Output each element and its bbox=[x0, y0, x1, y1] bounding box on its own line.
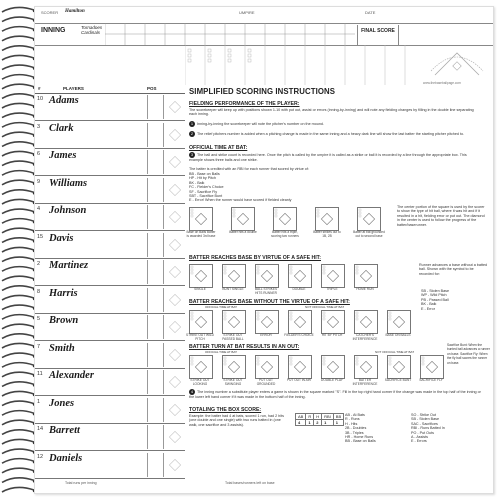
player-row bbox=[35, 424, 185, 451]
spiral-binding bbox=[0, 0, 36, 500]
scoring-example-caption: ERROR bbox=[260, 333, 272, 337]
player-name: Adams bbox=[49, 95, 79, 106]
inning-score-grid bbox=[105, 23, 355, 45]
spiral-coil bbox=[2, 449, 35, 454]
player-row bbox=[35, 232, 185, 259]
spiral-coil bbox=[2, 247, 35, 252]
inning-bar bbox=[35, 23, 493, 46]
advance-code: BK - Balk bbox=[421, 302, 437, 307]
inning-box bbox=[163, 315, 186, 339]
spiral-coil bbox=[2, 171, 35, 176]
player-number: 1 bbox=[37, 398, 41, 405]
no-hit-official: OFFICIAL TIME AT BAT bbox=[205, 305, 238, 309]
player-number: 11 bbox=[37, 371, 43, 377]
scorer-name: Hamilton bbox=[65, 9, 85, 14]
abbr-col-2 bbox=[411, 413, 481, 444]
scoring-example-caption: SINGLE bbox=[194, 287, 206, 291]
out-official: OFFICIAL TIME AT BAT bbox=[205, 350, 238, 354]
time-at-bat-title: OFFICIAL TIME AT BAT: bbox=[189, 145, 248, 151]
site-url: www.thebaseballpage.com bbox=[423, 81, 461, 85]
box-header-cell: AB bbox=[296, 414, 306, 420]
spiral-coil bbox=[2, 65, 35, 70]
scoring-example-caption: PUT OUT IN AIR bbox=[287, 378, 311, 382]
scoring-example-box bbox=[255, 310, 279, 334]
rbi-list-item: BB - Base on Balls bbox=[189, 172, 220, 176]
position-box bbox=[147, 398, 162, 422]
scoring-example-box bbox=[315, 207, 339, 231]
player-number: 9 bbox=[37, 178, 41, 185]
box-value-cell: 1 bbox=[322, 420, 334, 426]
spiral-coil bbox=[2, 343, 35, 348]
spiral-coil bbox=[2, 94, 35, 99]
scoring-example-caption: BASE ON BALLS bbox=[385, 333, 411, 337]
spiral-coil bbox=[2, 17, 35, 22]
scoring-example-box bbox=[354, 264, 378, 288]
scoring-example-box bbox=[321, 310, 345, 334]
scoring-example-box bbox=[231, 207, 255, 231]
abbreviation: SO - Strike Out bbox=[411, 413, 436, 417]
spiral-coil bbox=[2, 142, 35, 147]
position-box bbox=[147, 370, 162, 394]
scoring-example-caption: CATCHER'S INTERFERENCE bbox=[352, 333, 378, 341]
inning-box bbox=[163, 343, 186, 367]
player-row bbox=[35, 122, 185, 149]
position-box bbox=[147, 205, 162, 229]
player-name: Jones bbox=[49, 397, 75, 409]
box-header-cell: H bbox=[314, 414, 322, 420]
spiral-coil bbox=[2, 267, 35, 272]
spiral-coil bbox=[2, 372, 35, 377]
player-name: James bbox=[49, 150, 77, 161]
spiral-coil bbox=[2, 391, 35, 396]
rbi-list-item: SBT - Sacrifice Bunt bbox=[189, 194, 223, 199]
scoring-example-box bbox=[273, 207, 297, 231]
inning-box bbox=[163, 425, 186, 449]
abbreviation: PO - Put Outs bbox=[411, 430, 434, 435]
player-number: 7 bbox=[37, 343, 41, 350]
scoring-example-caption: Batter hits a triple, scoring two runners bbox=[271, 230, 299, 238]
scoring-example-box bbox=[189, 207, 213, 231]
rbi-list bbox=[189, 172, 389, 203]
position-box bbox=[147, 343, 162, 367]
inning-box bbox=[163, 288, 186, 312]
inning-box bbox=[163, 453, 186, 477]
scorer-label: SCORER bbox=[41, 10, 59, 15]
player-name: Clark bbox=[49, 122, 74, 134]
example-diamonds-row bbox=[186, 207, 399, 247]
player-number: 4 bbox=[37, 206, 41, 212]
scoring-example-box bbox=[255, 264, 279, 288]
center-square-note: The center portion of the square is used by the scorer to show the type of hit ball, where it was hit and if it resulted in a hit, fielding error or put out. The diamond in the center is used to follow the progress of the batter/baserunner. bbox=[397, 205, 485, 227]
num-header: # bbox=[38, 86, 41, 91]
advance-code: SB - Stolen Base bbox=[421, 289, 450, 293]
position-box bbox=[147, 123, 162, 147]
scoring-example-box bbox=[189, 355, 213, 379]
spiral-coil bbox=[2, 315, 35, 320]
spiral-coil bbox=[2, 36, 35, 41]
scoring-example-box bbox=[222, 264, 246, 288]
position-box bbox=[147, 260, 162, 284]
player-name: Johnson bbox=[49, 205, 87, 216]
inning-box bbox=[163, 95, 186, 119]
advance-code: E - Error bbox=[421, 306, 435, 311]
rbi-list-item: E - Error! When the runner would have scored if fielded cleanly bbox=[189, 198, 292, 203]
player-name: Martinez bbox=[49, 260, 89, 271]
abbreviation: AB - At Bats bbox=[345, 413, 365, 417]
player-row bbox=[35, 369, 185, 396]
time-at-bat-step-a-text: The ball and strike count is recorded here. Once the pitch is called by the umpire it is called as a strike or ball it is recorded by a line through the appropriate box. This example shows three balls and one strike. bbox=[189, 152, 467, 162]
abbreviation: BB - Base on Balls bbox=[345, 439, 376, 444]
abbreviation: HR - Home Runs bbox=[345, 435, 374, 440]
player-row bbox=[35, 314, 185, 341]
date-label: DATE bbox=[365, 10, 376, 15]
position-box bbox=[147, 178, 162, 202]
step-1-badge: 1 bbox=[190, 121, 194, 126]
player-row bbox=[35, 177, 185, 204]
position-box bbox=[147, 453, 162, 477]
inning-box bbox=[163, 370, 186, 394]
abbreviation: H - Hits bbox=[345, 421, 358, 426]
abbreviation: R - Runs bbox=[345, 417, 360, 422]
players-column bbox=[35, 85, 185, 477]
box-header-cell: BB bbox=[333, 414, 343, 420]
box-value-cell: 2 bbox=[314, 420, 322, 426]
scoring-example-box bbox=[354, 310, 378, 334]
no-hit-not-official: NOT OFFICIAL TIME AT BAT bbox=[305, 305, 345, 309]
fielding-step-a-text: Inning-by-inning the scorekeeper will note the pitcher's number on the mound. bbox=[197, 121, 324, 126]
scoring-example-box bbox=[288, 264, 312, 288]
sacrifice-notes: Sacrifice Bunt: When the bunted ball advances a runner on base. Sacrifice Fly: When the fly ball scores the runner on base. bbox=[447, 343, 490, 365]
player-number: 3 bbox=[37, 123, 41, 130]
spiral-coil bbox=[2, 190, 35, 195]
instructions-panel bbox=[185, 45, 493, 475]
scoring-example-box bbox=[222, 355, 246, 379]
scoring-example-box bbox=[387, 310, 411, 334]
scoring-example-caption: STRIKE OUT PASSED BALL bbox=[222, 333, 244, 341]
player-name: Davis bbox=[49, 232, 74, 244]
spiral-coil bbox=[2, 219, 35, 224]
box-value-cell: 1 bbox=[333, 420, 343, 426]
scoring-example-caption: STRIKE OUT WILD PITCH bbox=[186, 333, 214, 341]
inning-label: INNING bbox=[41, 27, 66, 34]
fielding-step-b bbox=[189, 131, 481, 137]
scoring-example-caption: SACRIFICE BUNT bbox=[384, 378, 412, 382]
advance-code: PB - Passed Ball bbox=[421, 297, 449, 302]
abbr-col-1 bbox=[345, 413, 405, 444]
position-box bbox=[147, 288, 162, 312]
rbi-text: The batter is credited with an RBI for each runner that scored by virtue of: bbox=[189, 167, 309, 171]
box-header-cell: RBI bbox=[322, 414, 334, 420]
rbi-list-item: FC - Fielder's Choice bbox=[189, 185, 224, 190]
no-hit-title: BATTER REACHES BASE WITHOUT THE VIRTUE OF A SAFE HIT: bbox=[189, 299, 350, 305]
spiral-coil bbox=[2, 55, 35, 60]
player-row bbox=[35, 94, 185, 121]
scoring-example-caption: Batter strikes out to 1B, 2B bbox=[313, 230, 341, 238]
player-number: 6 bbox=[37, 151, 41, 157]
spiral-coil bbox=[2, 401, 35, 406]
players-header-label: PLAYERS bbox=[63, 86, 84, 91]
spiral-coil bbox=[2, 132, 35, 137]
spiral-coil bbox=[2, 324, 35, 329]
spiral-coil bbox=[2, 286, 35, 291]
scoring-example-caption: PUT OUT GROUNDED bbox=[256, 378, 276, 386]
time-at-bat-step-a bbox=[189, 152, 481, 162]
player-name: Barrett bbox=[49, 425, 80, 436]
box-value-cell: 4 bbox=[296, 420, 306, 426]
inning-box bbox=[163, 150, 186, 174]
player-number: 12 bbox=[37, 453, 44, 460]
player-row bbox=[35, 342, 185, 369]
substitute-step bbox=[189, 389, 481, 399]
inning-box bbox=[163, 178, 186, 202]
player-number: 5 bbox=[37, 316, 41, 322]
player-row bbox=[35, 149, 185, 176]
spiral-coil bbox=[2, 468, 35, 473]
step-4-badge: 4 bbox=[190, 389, 194, 394]
player-name: Williams bbox=[49, 177, 88, 189]
spiral-coil bbox=[2, 180, 35, 185]
spiral-coil bbox=[2, 238, 35, 243]
inning-box bbox=[163, 205, 186, 229]
spiral-coil bbox=[2, 295, 35, 300]
scoring-example-caption: DOUBLE bbox=[292, 287, 306, 291]
abbreviation: SAC - Sacrifices bbox=[411, 421, 438, 426]
spiral-coil bbox=[2, 478, 35, 483]
scoring-example-caption: TRIPLE bbox=[326, 287, 338, 291]
spiral-coil bbox=[2, 113, 35, 118]
out-not-official: NOT OFFICIAL TIME AT BAT bbox=[375, 350, 415, 354]
out-title: BATTER TURN AT BAT RESULTS IN AN OUT: bbox=[189, 344, 300, 350]
safe-hit-diamonds-row bbox=[189, 264, 389, 304]
scoring-example-caption: Batter hits a double bbox=[229, 230, 257, 234]
box-score-title: TOTALING THE BOX SCORE: bbox=[189, 407, 262, 413]
player-number: 8 bbox=[37, 288, 41, 295]
scoring-example-box bbox=[255, 355, 279, 379]
instructions-title: SIMPLIFIED SCORING INSTRUCTIONS bbox=[189, 87, 336, 96]
box-header-cell: R bbox=[306, 414, 314, 420]
scoring-example-box bbox=[321, 264, 345, 288]
advance-codes bbox=[421, 289, 491, 311]
scoring-example-caption: STRIKE OUT SWINGING bbox=[223, 378, 243, 386]
scoring-example-caption: HOME RUN bbox=[356, 287, 374, 291]
spiral-coil bbox=[2, 84, 35, 89]
scoring-example-box bbox=[357, 207, 381, 231]
spiral-coil bbox=[2, 75, 35, 80]
spiral-coil bbox=[2, 103, 35, 108]
fielding-step-a bbox=[189, 121, 481, 127]
step-2-badge: 2 bbox=[190, 131, 194, 136]
player-number: 2 bbox=[37, 261, 41, 267]
spiral-coil bbox=[2, 276, 35, 281]
player-row bbox=[35, 397, 185, 424]
rbi-list-item: HP - Hit by Pitch bbox=[189, 176, 216, 181]
spiral-coil bbox=[2, 411, 35, 416]
player-name: Smith bbox=[49, 342, 75, 354]
rbi-list-item: SF - Sacrifice Fly bbox=[189, 189, 218, 194]
scoring-example-caption: BATTER INTERFERENCE bbox=[352, 378, 378, 386]
spiral-coil bbox=[2, 123, 35, 128]
inning-box bbox=[163, 233, 186, 257]
scoring-example-caption: STRIKE OUT LOOKING bbox=[190, 378, 210, 386]
player-name: Brown bbox=[49, 315, 79, 326]
box-score-example bbox=[295, 413, 344, 426]
box-score-text: Example: the batter had 4 at bats, scored 1 run, had 2 hits (one double and one single) with two runs batted in (one walk, one sacrifice and 3 assists). bbox=[189, 414, 284, 427]
spiral-coil bbox=[2, 151, 35, 156]
position-box bbox=[147, 315, 162, 339]
scoring-example-box bbox=[387, 355, 411, 379]
scoring-example-caption: HIT BY PITCH bbox=[321, 333, 343, 337]
spiral-coil bbox=[2, 430, 35, 435]
totals-row bbox=[35, 477, 493, 493]
runner-advance-note: Runner advances a base without a batted ball. Shown with the symbol to be recorded for: bbox=[419, 263, 488, 276]
safe-hit-title: BATTER REACHES BASE BY VIRTUE OF A SAFE HIT: bbox=[189, 255, 321, 261]
players-header bbox=[35, 85, 185, 94]
spiral-coil bbox=[2, 27, 35, 32]
player-name: Daniels bbox=[49, 452, 83, 464]
scoring-example-box bbox=[222, 310, 246, 334]
spiral-coil bbox=[2, 334, 35, 339]
step-3-badge: 3 bbox=[190, 152, 194, 157]
abbreviation: RBI - Runs Batted In bbox=[411, 426, 445, 431]
sheet-header bbox=[35, 7, 493, 24]
abbreviation: SB - Stolen Base bbox=[411, 417, 440, 422]
player-number: 14 bbox=[37, 426, 44, 432]
scoring-example-caption: Batter at bat grounded out to second base bbox=[353, 230, 385, 238]
scoring-example-box bbox=[288, 310, 312, 334]
fielding-text: The scorekeeper will keep up with positions shown 1-10 with put out, assist or errors (inning-by-inning) and will note any fielding changes by filling in the double line separating each inning. bbox=[189, 108, 474, 117]
abbreviation: E - Errors bbox=[411, 439, 427, 444]
player-name: Alexander bbox=[49, 370, 94, 381]
abbreviation: 3B - Triples bbox=[345, 430, 364, 435]
scoring-example-caption: DOUBLE PLAY bbox=[321, 378, 343, 382]
player-number: 15 bbox=[37, 233, 44, 240]
scoring-example-box bbox=[189, 264, 213, 288]
pos-header: POS bbox=[147, 86, 157, 91]
spiral-coil bbox=[2, 7, 35, 12]
spiral-coil bbox=[2, 199, 35, 204]
player-row bbox=[35, 287, 185, 314]
box-value-cell: 1 bbox=[306, 420, 314, 426]
spiral-coil bbox=[2, 209, 35, 214]
team-2: Cardinals bbox=[81, 30, 101, 35]
position-box bbox=[147, 150, 162, 174]
fielding-step-b-text: The relief pitchers number is added when a pitching change is made in the same inning and a heavy dark line will show the last batter the starting pitcher pitched to. bbox=[197, 131, 465, 136]
scoring-example-box bbox=[321, 355, 345, 379]
spiral-coil bbox=[2, 161, 35, 166]
rbi-list-item: BK - Balk bbox=[189, 180, 205, 185]
position-box bbox=[147, 95, 162, 119]
player-row bbox=[35, 259, 185, 286]
umpire-label: UMPIRE bbox=[239, 10, 255, 15]
scoring-example-caption: BUNT SINGLE bbox=[222, 287, 244, 291]
totals-lob-label: Total bases/runners left on base bbox=[225, 481, 275, 485]
position-box bbox=[147, 233, 162, 257]
spiral-coil bbox=[2, 228, 35, 233]
spiral-coil bbox=[2, 257, 35, 262]
inning-box bbox=[163, 260, 186, 284]
spiral-coil bbox=[2, 420, 35, 425]
scoring-example-box bbox=[288, 355, 312, 379]
spiral-coil bbox=[2, 353, 35, 358]
player-number: 10 bbox=[37, 96, 44, 102]
player-row bbox=[35, 204, 185, 231]
abbreviation: A - Assists bbox=[411, 435, 429, 440]
scoring-example-box bbox=[354, 355, 378, 379]
spiral-coil bbox=[2, 382, 35, 387]
team-1: Tornadoes bbox=[81, 25, 103, 30]
fielding-section-title: FIELDING PERFORMANCE OF THE PLAYER: bbox=[189, 101, 300, 107]
player-name: Harris bbox=[49, 287, 78, 299]
team-names bbox=[81, 25, 102, 35]
scoring-example-caption: Base on Balls Batter is awarded 3rd base bbox=[186, 230, 216, 238]
abbreviation: 2B - Doubles bbox=[345, 426, 367, 431]
spiral-coil bbox=[2, 439, 35, 444]
spiral-coil bbox=[2, 487, 35, 492]
position-box bbox=[147, 425, 162, 449]
scoring-example-caption: FIELDER'S CHOICE bbox=[284, 333, 314, 337]
final-score-label: FINAL SCORE bbox=[357, 25, 399, 46]
spiral-coil bbox=[2, 459, 35, 464]
inning-box bbox=[163, 398, 186, 422]
advance-code: WP - Wild Pitch bbox=[421, 293, 447, 298]
spiral-coil bbox=[2, 46, 35, 51]
spiral-coil bbox=[2, 305, 35, 310]
player-row bbox=[35, 452, 185, 479]
scoring-example-caption: SACRIFICE FLY bbox=[419, 378, 443, 382]
substitute-step-text: The inning number a substitute player enters a game is shown in the square marked "S". Fill in the top right hand corner if the change was made in the top half of the inning or the lower left hand corner if it was made in the bottom half of the inning. bbox=[189, 389, 481, 399]
spiral-coil bbox=[2, 363, 35, 368]
scoring-example-box bbox=[189, 310, 213, 334]
inning-box bbox=[163, 123, 186, 147]
scoring-example-box bbox=[420, 355, 444, 379]
scoresheet-page bbox=[34, 6, 494, 494]
totals-runs-label: Total runs per inning bbox=[65, 481, 97, 485]
scoring-example-caption: BALL STRIKES HITS RUNNER bbox=[254, 287, 278, 295]
